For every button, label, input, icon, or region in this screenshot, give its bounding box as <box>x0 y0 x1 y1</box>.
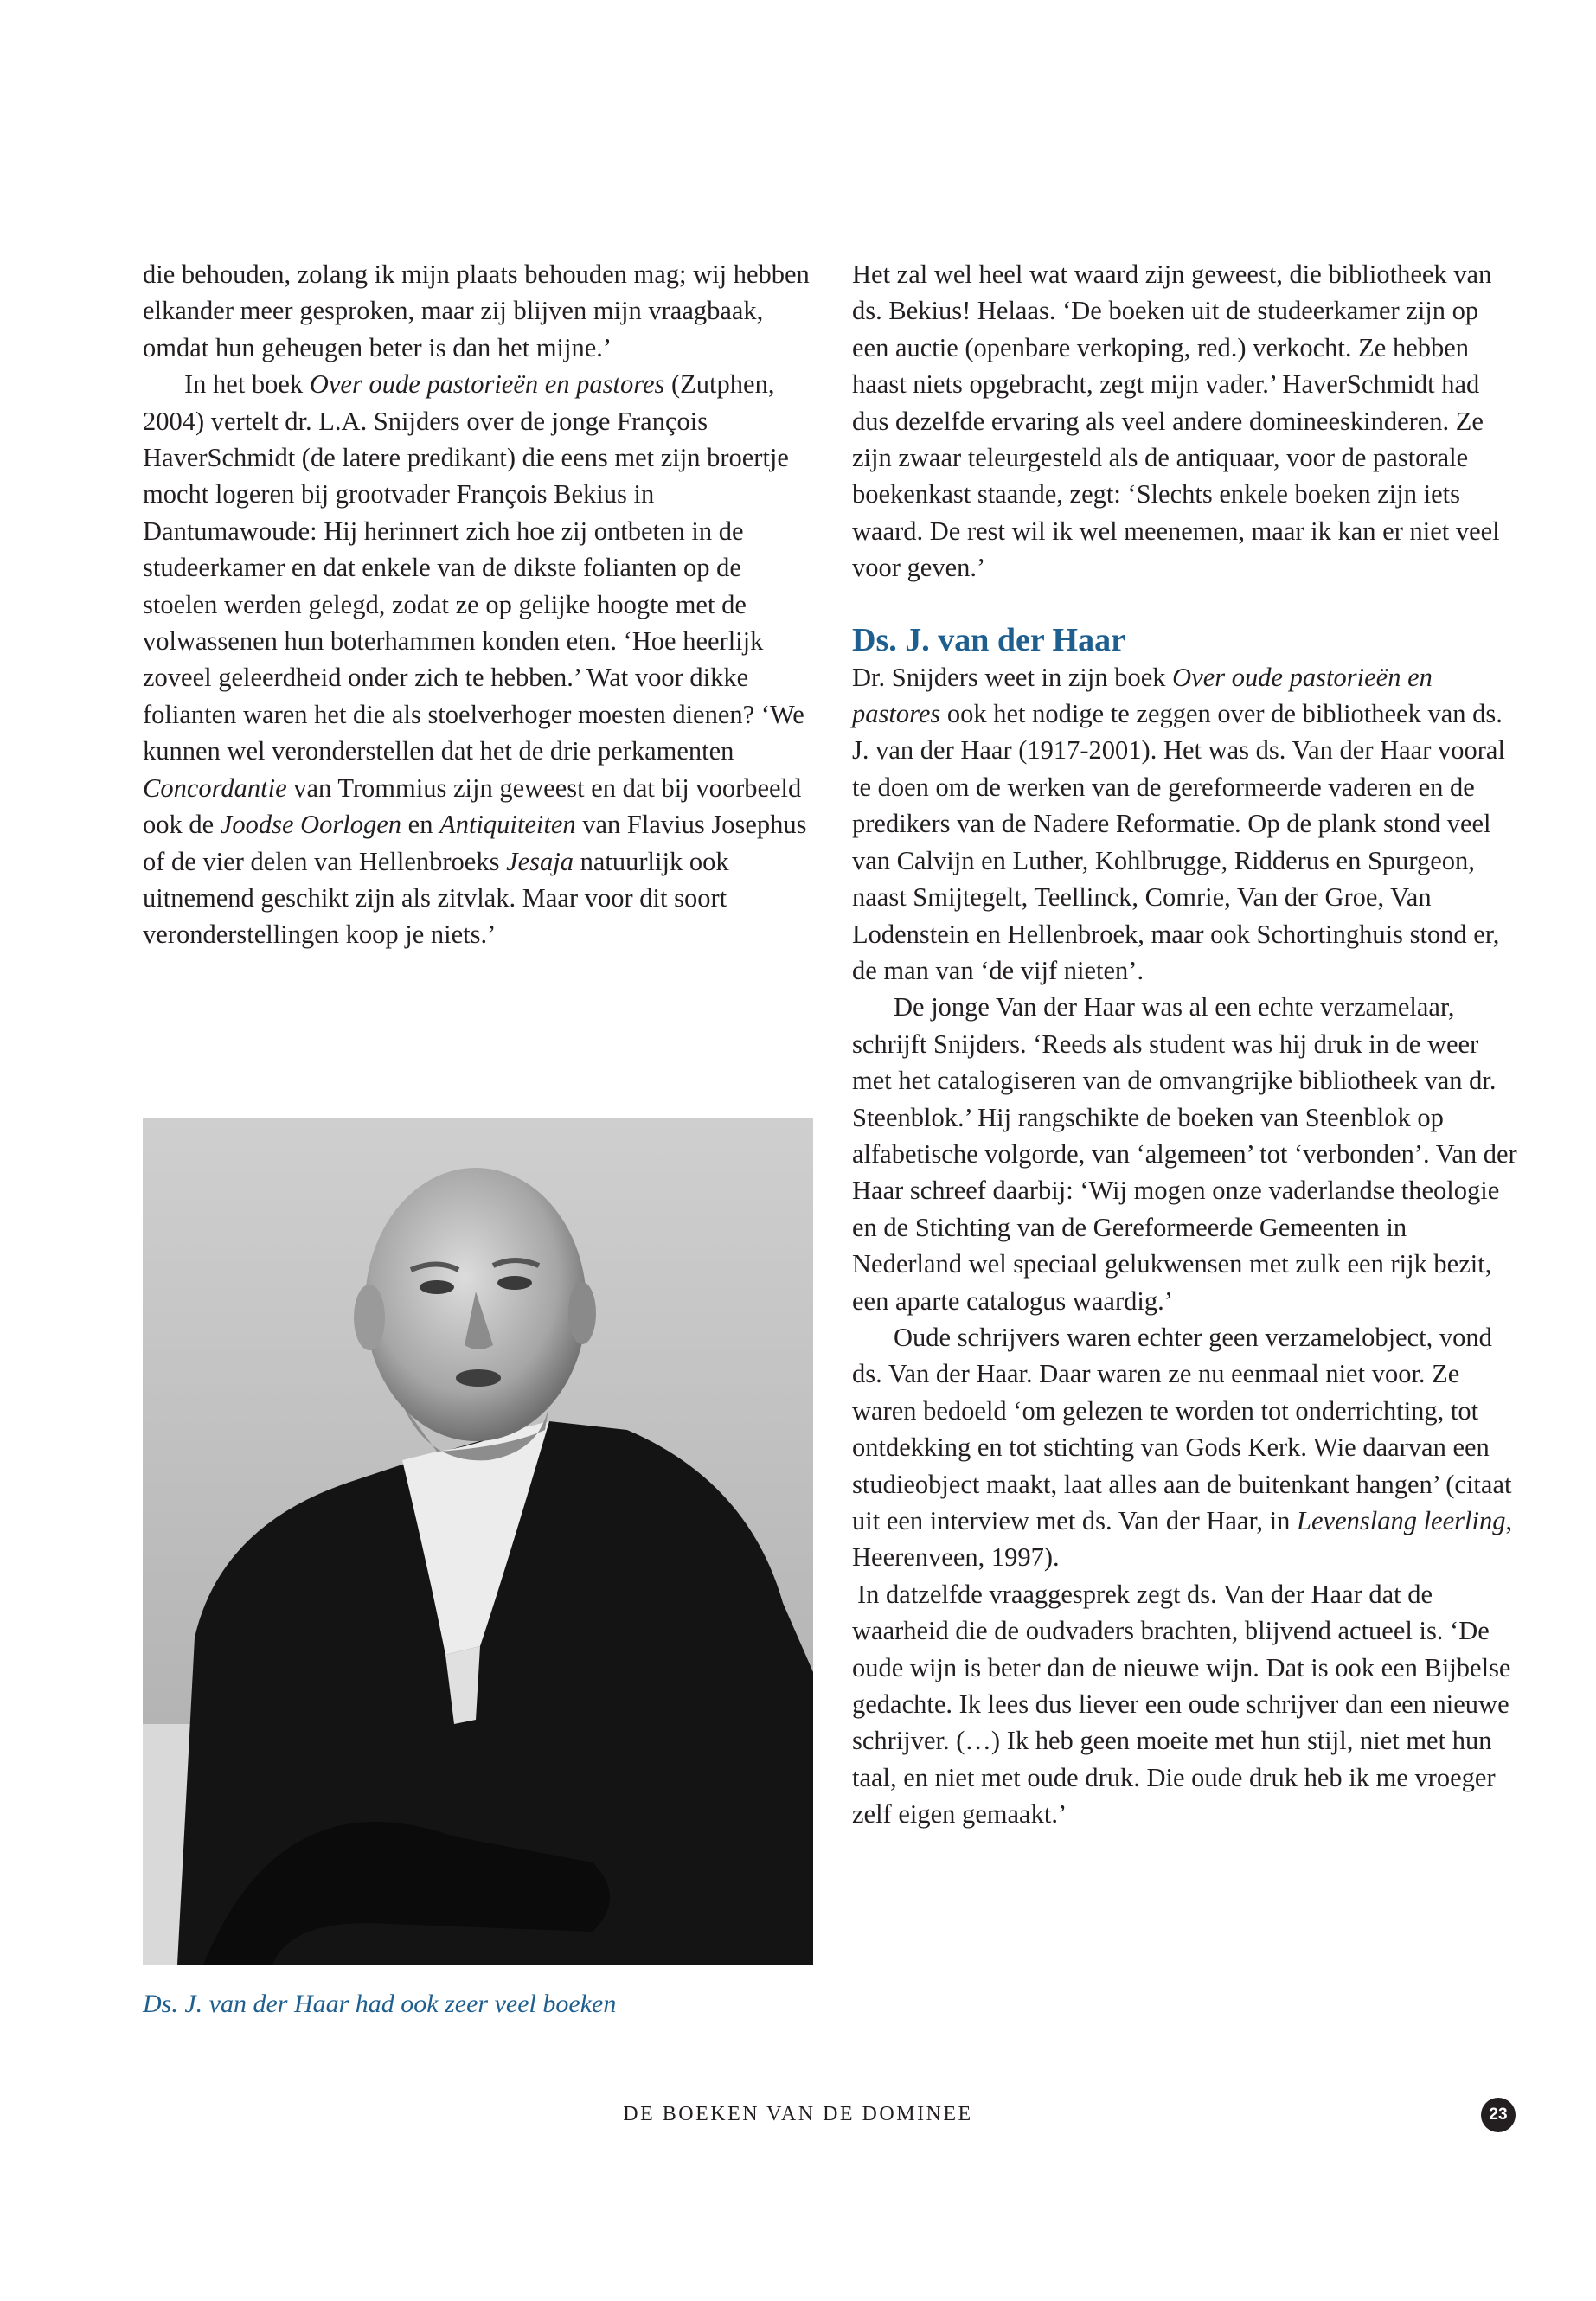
portrait-photo <box>143 1118 813 1965</box>
paragraph <box>852 1319 1518 1576</box>
paragraph: De jonge Van der Haar was al een echte verzamelaar, schrijft Snijders. ‘Reeds als student was hij druk in de weer met het catalogiseren van de omvangrijke bibliotheek van dr. Steenblok.’ Hij rangschikte de boeken van Steenblok op alfabetische volgorde, van ‘algemeen’ tot ‘verbonden’. Van der Haar schreef daarbij: ‘Wij mogen onze vaderlandse theologie en de Stichting van de Gereformeerde Gemeenten in Nederland wel speciaal gelukwensen met zulk een rijk bezit, een aparte catalogus waardig.’ <box>852 992 1517 1316</box>
text-run: In het boek <box>184 369 310 400</box>
portrait-illustration <box>143 1118 813 1965</box>
running-footer-title: DE BOEKEN VAN DE DOMINEE <box>623 2103 973 2125</box>
book-title: Joodse Oorlogen <box>220 810 402 840</box>
text-run: van Trommius zijn geweest en dat bij voorbeeld ook de <box>143 772 802 840</box>
paragraph: die behouden, zolang ik mijn plaats behouden mag; wij hebben elkander meer gesproken, maar zij blijven mijn vraagbaak, omdat hun geheugen beter is dan het mijne.’ <box>143 260 810 362</box>
paragraph <box>143 366 822 953</box>
section-heading: Ds. J. van der Haar <box>852 621 1125 658</box>
text-run: Dr. Snijders weet in zijn boek <box>852 662 1173 692</box>
right-column <box>852 256 1518 1833</box>
paragraph: In datzelfde vraaggesprek zegt ds. Van der Haar dat de waarheid die de oudvaders brachten, blijvend actueel is. ‘De oude wijn is beter dan de nieuwe wijn. Dat is ook een Bijbelse gedachte. Ik lees dus liever een oude schrijver dan een nieuwe schrijver. (…) Ik heb geen moeite met hun stijl, niet met hun taal, en niet met oude druk. Die oude druk heb ik me vroeger zelf eigen gemaakt.’ <box>852 1579 1511 1830</box>
left-column <box>143 256 822 953</box>
text-run: , Heerenveen, 1997). <box>852 1506 1513 1573</box>
paragraph: Het zal wel heel wat waard zijn geweest, die bibliotheek van ds. Bekius! Helaas. ‘De boeken uit de studeerkamer zijn op een auctie (openbare verkoping, red.) verkocht. Ze hebben haast niets opgebracht, zegt mijn vader.’ HaverSchmidt had dus dezelfde ervaring als veel andere domineeskinderen. Ze zijn zwaar teleurgesteld als de antiquaar, voor de pastorale boekenkast staande, zegt: ‘Slechts enkele boeken zijn iets waard. De rest wil ik wel meenemen, maar ik kan er niet veel voor geven.’ <box>852 260 1500 583</box>
book-title: Levenslang leerling <box>1297 1506 1506 1535</box>
book-title: Over oude pastorieën en pastores <box>852 662 1433 729</box>
book-title: Over oude pastorieën en pastores <box>309 369 665 400</box>
text-run: ook het nodige te zeggen over de bibliotheek van ds. J. van der Haar (1917-2001). Het was ds. Van der Haar vooral te doen om de werken van de gereformeerde vaderen en de predikers van de Nadere Reformatie. Op de plank stond veel van Calvijn en Luther, Kohlbrugge, Ridderus en Spurgeon, naast Smijtegelt, Teellinck, Comrie, Van der Groe, Van Lodenstein en Hellenbroek, maar ook Schortinghuis stond er, de man van ‘de vijf nieten’. <box>852 699 1505 985</box>
book-title: Concordantie <box>143 772 287 803</box>
text-run: en <box>401 810 440 840</box>
book-title: Antiquiteiten <box>439 810 576 840</box>
text-run: Oude schrijvers waren echter geen verzamelobject, vond ds. Van der Haar. Daar waren ze nu eenmaal niet voor. Ze waren bedoeld ‘om gelezen te worden tot onderrichting, tot ontdekking en tot stichting van Gods Kerk. Wie daarvan een studieobject maakt, laat alles aan de buitenkant hangen’ (citaat uit een interview met ds. Van der Haar, in <box>852 1322 1512 1535</box>
photo-caption: Ds. J. van der Haar had ook zeer veel boeken <box>143 1990 617 2018</box>
page-number-badge: 23 <box>1481 2098 1516 2132</box>
text-run: van Flavius Josephus of de vier delen van Hellenbroeks <box>143 810 807 876</box>
paragraph <box>852 659 1518 990</box>
book-title: Jesaja <box>506 846 574 876</box>
text-run: natuurlijk ook uitnemend geschikt zijn als zitvlak. Maar voor dit soort veronderstellingen koop je niets.’ <box>143 846 729 950</box>
text-run: (Zutphen, 2004) vertelt dr. L.A. Snijders over de jonge François HaverSchmidt (de latere predikant) die eens met zijn broertje mocht logeren bij grootvader François Bekius in Dantumawoude: Hij herinnert zich hoe zij ontbeten in de studeerkamer en dat enkele van de dikste folianten op de stoelen werden gelegd, zodat ze op gelijke hoogte met de volwassenen hun boterhammen konden eten. ‘Hoe heerlijk zoveel geleerdheid onder zich te hebben.’ Wat voor dikke folianten waren het die als stoelverhoger moesten dienen? ‘We kunnen wel veronderstellen dat het de drie perkamenten <box>143 369 804 766</box>
